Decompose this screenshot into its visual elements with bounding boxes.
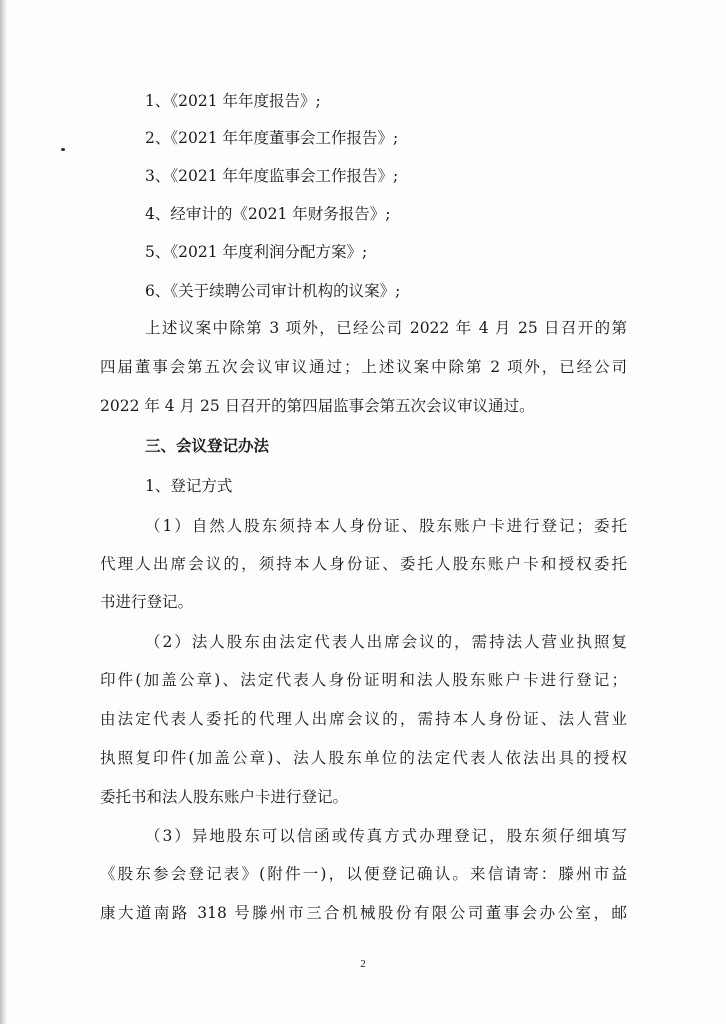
subsection-heading: 1、登记方式 [145, 477, 233, 495]
agenda-item-1: 1、《2021 年年度报告》; [145, 92, 321, 110]
clause-3-line-3: 康大道南路 318 号滕州市三合机械股份有限公司董事会办公室，邮 [100, 904, 627, 922]
agenda-item-6: 6、《关于续聘公司审计机构的议案》; [145, 282, 401, 300]
scan-speck [61, 148, 65, 151]
agenda-item-4: 4、经审计的《2021 年财务报告》; [145, 205, 391, 223]
approval-paragraph-line-1: 上述议案中除第 3 项外，已经公司 2022 年 4 月 25 日召开的第 [145, 319, 627, 337]
clause-2-line-3: 由法定代表人委托的代理人出席会议的，需持本人身份证、法人营业 [100, 710, 627, 728]
clause-2-line-5: 委托书和法人股东账户卡进行登记。 [100, 788, 349, 806]
clause-2-line-1: （2）法人股东由法定代表人出席会议的，需持法人营业执照复 [145, 633, 627, 651]
scan-shadow-edge [0, 0, 7, 1024]
clause-3-line-2: 《股东参会登记表》(附件一)，以便登记确认。来信请寄：滕州市益 [100, 865, 627, 883]
clause-1-line-1: （1）自然人股东须持本人身份证、股东账户卡进行登记；委托 [145, 517, 627, 535]
page-number: 2 [360, 958, 366, 970]
approval-paragraph-line-3: 2022 年 4 月 25 日召开的第四届监事会第五次会议审议通过。 [100, 397, 535, 415]
clause-3-line-1: （3）异地股东可以信函或传真方式办理登记，股东须仔细填写 [145, 827, 627, 845]
clause-2-line-2: 印件(加盖公章)、法定代表人身份证明和法人股东账户卡进行登记； [100, 671, 627, 689]
agenda-item-2: 2、《2021 年年度董事会工作报告》; [145, 129, 399, 147]
clause-1-line-3: 书进行登记。 [100, 593, 194, 611]
clause-2-line-4: 执照复印件(加盖公章)、法人股东单位的法定代表人依法出具的授权 [100, 749, 627, 767]
section-heading: 三、会议登记办法 [145, 437, 270, 455]
approval-paragraph-line-2: 四届董事会第五次会议审议通过；上述议案中除第 2 项外，已经公司 [100, 358, 627, 376]
agenda-item-5: 5、《2021 年度利润分配方案》; [145, 243, 368, 261]
clause-1-line-2: 代理人出席会议的，须持本人身份证、委托人股东账户卡和授权委托 [100, 555, 627, 573]
agenda-item-3: 3、《2021 年年度监事会工作报告》; [145, 167, 399, 185]
